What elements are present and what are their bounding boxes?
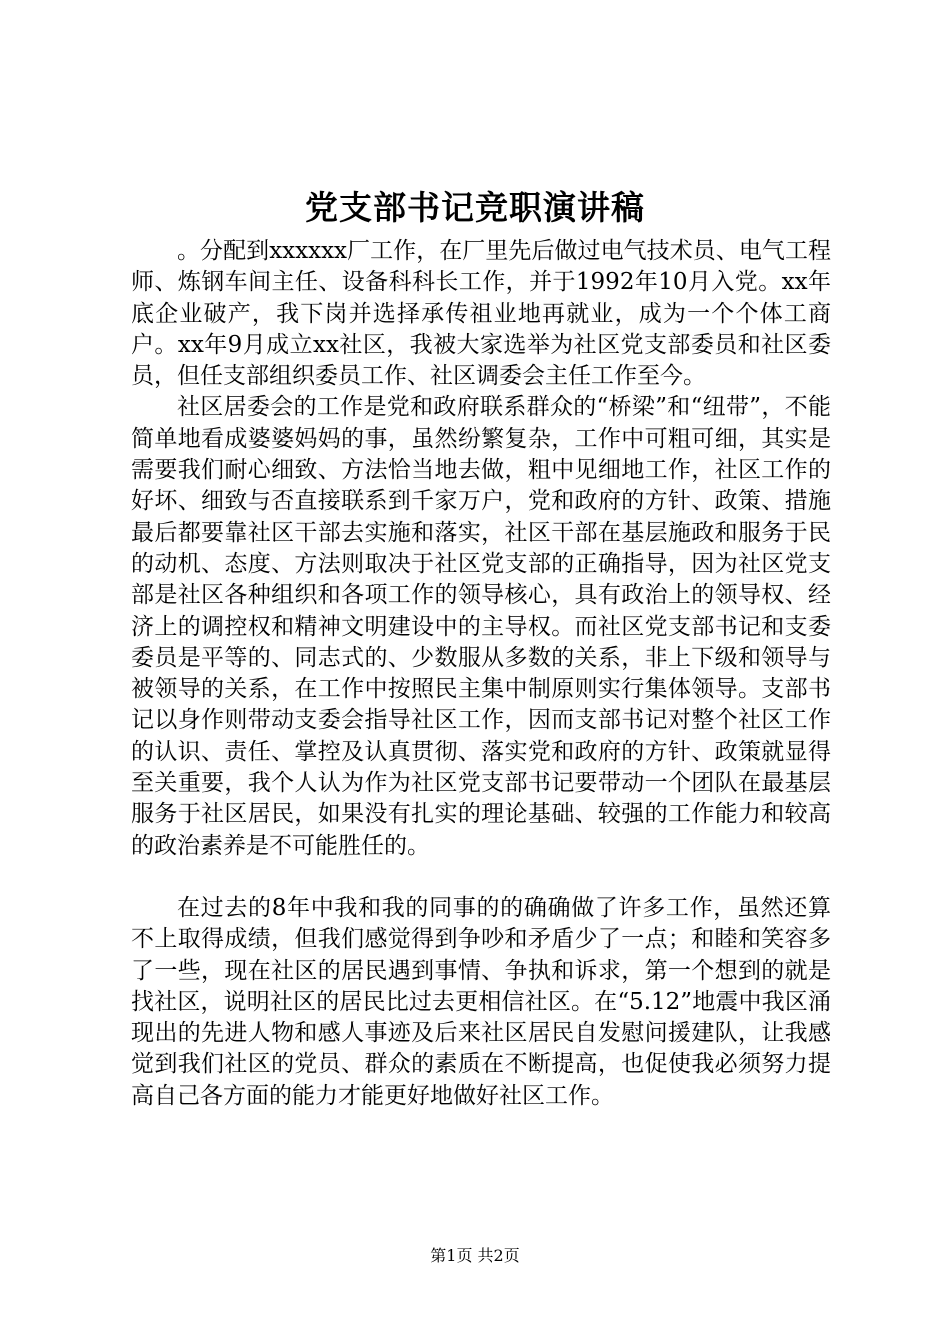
page-footer: 第1页 共2页 [430,1246,520,1265]
paragraph-1: 。分配到xxxxxx厂工作，在厂里先后做过电气技术员、电气工程师、炼钢车间主任、设备科科长工作，并于1992年10月入党。xx年底企业破产，我下岗并选择承传祖业地再就业，成为一个个体工商户。xx年9月成立xx社区，我被大家选举为社区党支部委员和社区委员，但任支部组织委员工作、社区调委会主任工作至今。 [131,238,831,390]
document-body [131,236,831,1112]
paragraph-gap [131,862,831,893]
paragraph-3: 在过去的8年中我和我的同事的的确确做了许多工作，虽然还算不上取得成绩，但我们感觉得到争吵和矛盾少了一点；和睦和笑容多了一些，现在社区的居民遇到事情、争执和诉求，第一个想到的就是找社区，说明社区的居民比过去更相信社区。在“5.12”地震中我区涌现出的先进人物和感人事迹及后来社区居民自发慰问援建队，让我感觉到我们社区的党员、群众的素质在不断提高，也促使我必须努力提高自己各方面的能力才能更好地做好社区工作。 [131,894,831,1109]
paragraph-2: 社区居委会的工作是党和政府联系群众的“桥梁”和“纽带”，不能简单地看成婆婆妈妈的事，虽然纷繁复杂，工作中可粗可细，其实是需要我们耐心细致、方法恰当地去做，粗中见细地工作，社区工作的好坏、细致与否直接联系到千家万户，党和政府的方针、政策、措施最后都要靠社区干部去实施和落实，社区干部在基层施政和服务于民的动机、态度、方法则取决于社区党支部的正确指导，因为社区党支部是社区各种组织和各项工作的领导核心，具有政治上的领导权、经济上的调控权和精神文明建设中的主导权。而社区党支部书记和支委委员是平等的、同志式的、少数服从多数的关系，非上下级和领导与被领导的关系，在工作中按照民主集中制原则实行集体领导。支部书记以身作则带动支委会指导社区工作，因而支部书记对整个社区工作的认识、责任、掌控及认真贯彻、落实党和政府的方针、政策就显得至关重要，我个人认为作为社区党支部书记要带动一个团队在最基层服务于社区居民，如果没有扎实的理论基础、较强的工作能力和较高的政治素养是不可能胜任的。 [131,394,831,859]
document-title: 党支部书记竞职演讲稿 [305,188,645,227]
